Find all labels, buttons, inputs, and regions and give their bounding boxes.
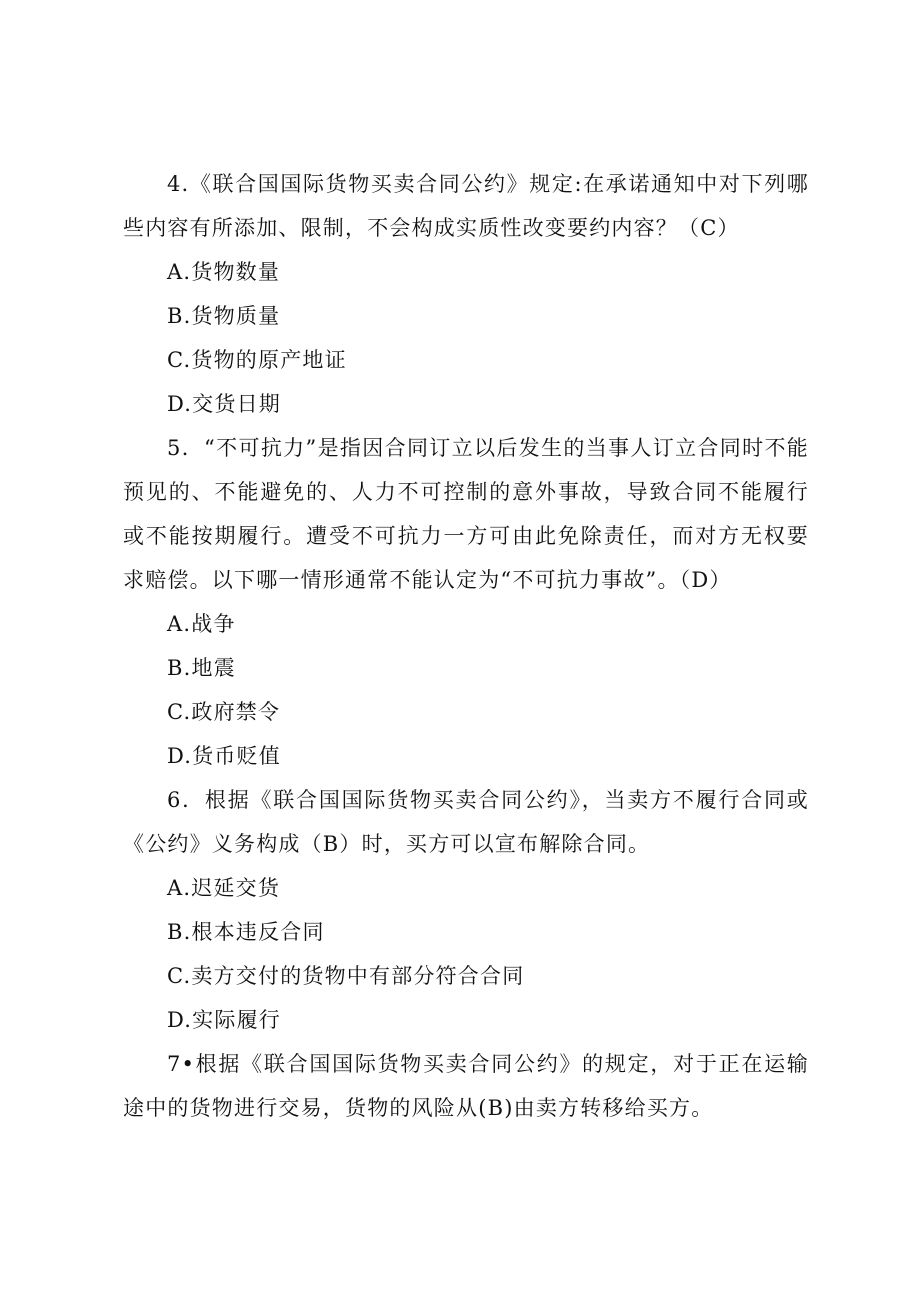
question-4-stem: 4.《联合国国际货物买卖合同公约》规定:在承诺通知中对下列哪些内容有所添加、限制，不会构成实质性改变要约内容？（C） [123,172,809,240]
question-5-option-b: B.地震 [167,656,236,680]
question-4-option-c: C.货物的原产地证 [167,348,347,372]
question-5-option-c: C.政府禁令 [167,700,281,724]
question-5-stem: 5．“不可抗力”是指因合同订立以后发生的当事人订立合同时不能预见的、不能避免的、人力不可控制的意外事故，导致合同不能履行或不能按期履行。遭受不可抗力一方可由此免除责任，而对方无权要求赔偿。以下哪一情形通常不能认定为“不可抗力事故”。（D） [123,436,809,592]
question-4-option-b: B.货物质量 [167,304,281,328]
question-6-option-b: B.根本违反合同 [167,920,325,944]
question-6-option-d: D.实际履行 [167,1008,281,1032]
question-6-stem: 6．根据《联合国国际货物买卖合同公约》，当卖方不履行合同或《公约》义务构成（B）时，买方可以宣布解除合同。 [123,788,809,856]
question-6-option-a: A.迟延交货 [167,876,281,900]
question-4-option-d: D.交货日期 [167,392,281,416]
question-5-option-d: D.货币贬值 [167,744,281,768]
question-5-option-a: A.战争 [167,612,236,636]
document-body [123,162,809,1130]
question-4-option-a: A.货物数量 [167,260,281,284]
question-7-stem: 7•根据《联合国国际货物买卖合同公约》的规定，对于正在运输途中的货物进行交易，货物的风险从(B)由卖方转移给买方。 [123,1052,809,1120]
question-6-option-c: C.卖方交付的货物中有部分符合合同 [167,964,525,988]
